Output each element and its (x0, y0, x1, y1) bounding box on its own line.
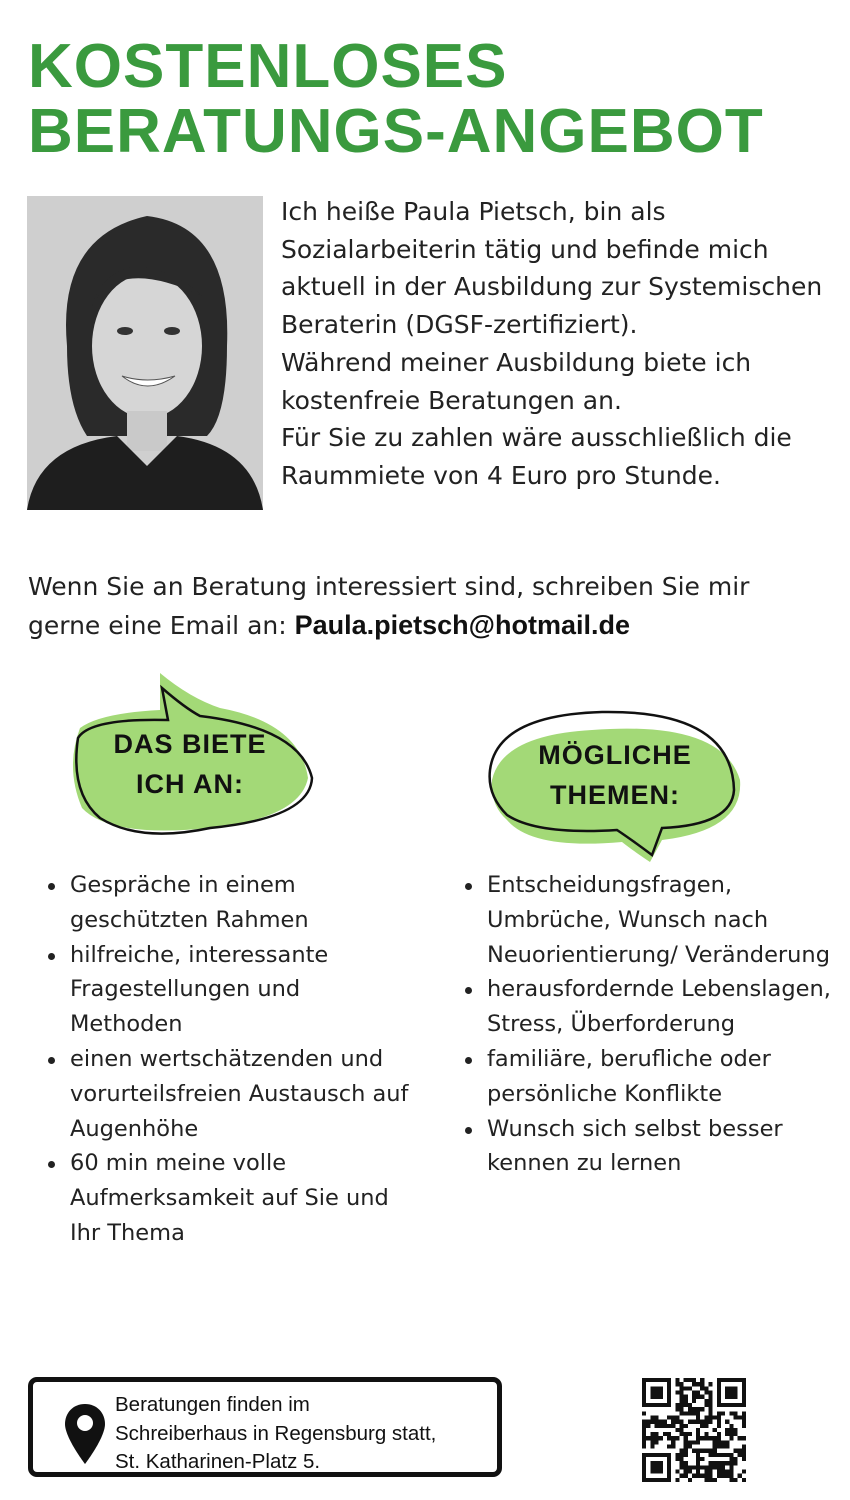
location-box (28, 1377, 502, 1477)
list-item: familiäre, berufliche oder persönliche Konflikte (467, 1042, 837, 1112)
portrait-photo (27, 196, 263, 510)
location-line-2: Schreiberhaus in Regensburg statt, (115, 1421, 437, 1445)
title-line-2: BERATUNGS-ANGEBOT (28, 97, 764, 166)
qr-modules (642, 1378, 746, 1482)
location-line-3: St. Katharinen-Platz 5. (115, 1450, 321, 1473)
list-item: herausfordernde Lebenslagen, Stress, Überforderung (467, 972, 837, 1042)
list-item: Wunsch sich selbst besser kennen zu lernen (467, 1112, 837, 1182)
intro-paragraph-1: Ich heiße Paula Pietsch, bin als Sozialarbeiterin tätig und befinde mich aktuell in der Ausbildung zur Systemischen Beraterin (DGSF-zertifiziert). (281, 197, 823, 340)
topics-heading (495, 735, 735, 815)
list-item: Entscheidungsfragen, Umbrüche, Wunsch nach Neuorientierung/ Veränderung (467, 868, 837, 972)
map-pin-icon (63, 1402, 107, 1466)
list-item: hilfreiche, interessante Fragestellungen und Methoden (50, 938, 410, 1042)
list-item: einen wertschätzenden und vorurteilsfreien Austausch auf Augenhöhe (50, 1042, 410, 1146)
offer-heading (70, 724, 310, 804)
offer-list (28, 868, 410, 1251)
contact-sentence: Wenn Sie an Beratung interessiert sind, schreiben Sie mir gerne eine Email an: (28, 572, 750, 640)
offer-heading-line-2: ICH AN: (136, 769, 244, 799)
contact-text (28, 567, 828, 645)
location-line-1: Beratungen finden im (115, 1393, 310, 1416)
qr-code[interactable] (640, 1378, 748, 1482)
contact-email[interactable]: Paula.pietsch@hotmail.de (294, 610, 631, 640)
intro-text (281, 193, 841, 495)
intro-paragraph-3: Für Sie zu zahlen wäre ausschließlich die Raummiete von 4 Euro pro Stunde. (281, 423, 792, 490)
topics-heading-line-1: MÖGLICHE (538, 740, 692, 770)
intro-paragraph-2: Während meiner Ausbildung biete ich kostenfreie Beratungen an. (281, 347, 752, 415)
location-text (115, 1391, 436, 1477)
list-item: Gespräche in einem geschützten Rahmen (50, 868, 410, 938)
list-item: 60 min meine volle Aufmerksamkeit auf Sie und Ihr Thema (50, 1146, 410, 1250)
topics-list (445, 868, 837, 1181)
offer-heading-line-1: DAS BIETE (113, 729, 267, 759)
topics-heading-line-2: THEMEN: (550, 780, 680, 810)
title-line-1: KOSTENLOSES (28, 32, 508, 101)
page-title (28, 34, 764, 164)
